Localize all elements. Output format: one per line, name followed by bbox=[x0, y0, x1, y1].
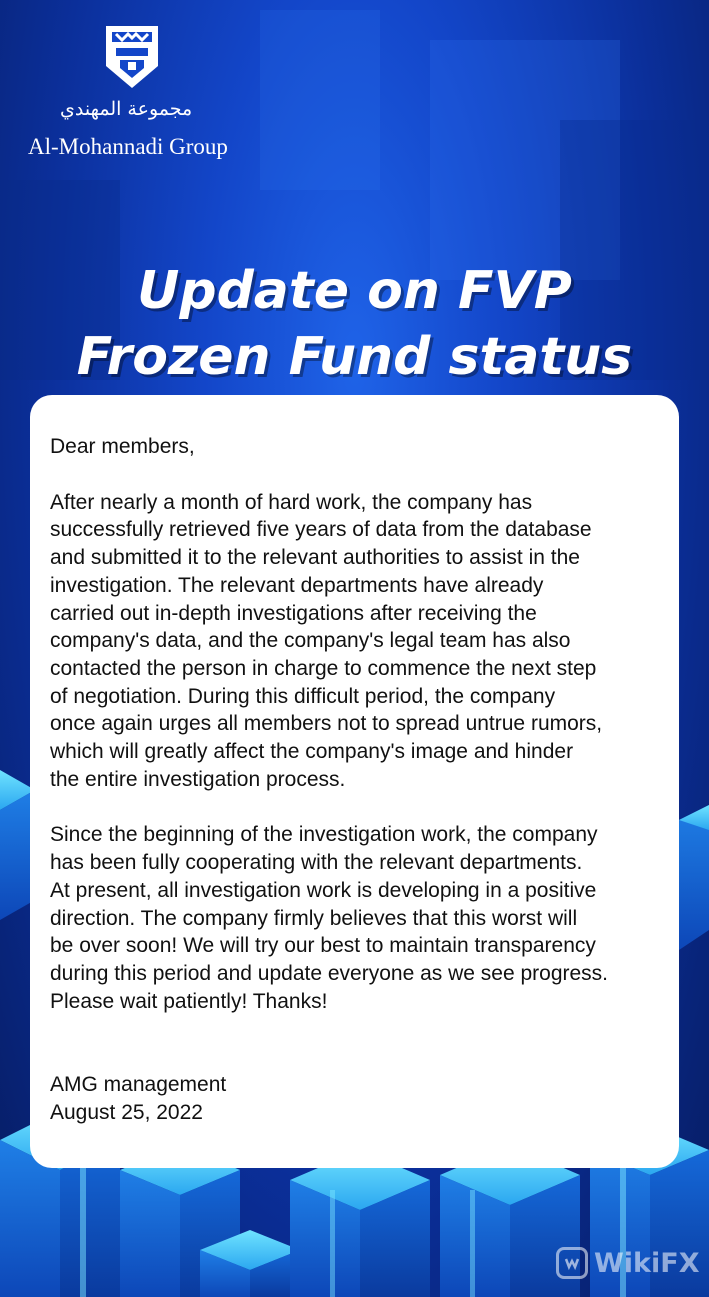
paragraph-1-line: successfully retrieved five years of data from the database bbox=[50, 518, 592, 542]
letter-signature: AMG management bbox=[50, 1073, 227, 1097]
letter-date: August 25, 2022 bbox=[50, 1101, 203, 1125]
watermark-text: WikiFX bbox=[594, 1247, 700, 1279]
paragraph-1-line: the entire investigation process. bbox=[50, 767, 346, 791]
paragraph-1-line: After nearly a month of hard work, the company has bbox=[50, 490, 533, 514]
letter-paragraph-2 bbox=[50, 821, 659, 1015]
paragraph-1-line: which will greatly affect the company's image and hinder bbox=[50, 740, 574, 764]
headline-line-1: Update on FVP bbox=[137, 261, 572, 321]
paragraph-2-line: during this period and update everyone as we see progress. bbox=[50, 961, 609, 985]
paragraph-2-line: direction. The company firmly believes that this worst will bbox=[50, 906, 578, 930]
paragraph-1-line: company's data, and the company's legal team has also bbox=[50, 629, 571, 653]
paragraph-2-line: Since the beginning of the investigation work, the company bbox=[50, 823, 598, 847]
paragraph-2-line: has been fully cooperating with the relevant departments. bbox=[50, 851, 583, 875]
letter-card bbox=[30, 395, 679, 1168]
paragraph-1-line: investigation. The relevant departments have already bbox=[50, 573, 544, 597]
logo-company-name: Al-Mohannadi Group bbox=[28, 134, 228, 159]
paragraph-1-line: once again urges all members not to spread untrue rumors, bbox=[50, 712, 603, 736]
paragraph-1-line: of negotiation. During this difficult period, the company bbox=[50, 684, 556, 708]
headline-line-2: Frozen Fund status bbox=[76, 327, 633, 387]
wikifx-logo-icon bbox=[556, 1247, 588, 1279]
wikifx-watermark bbox=[556, 1245, 700, 1281]
letter-paragraph-1 bbox=[50, 489, 659, 794]
paragraph-2-line: Please wait patiently! Thanks! bbox=[50, 989, 328, 1013]
paragraph-2-line: At present, all investigation work is developing in a positive bbox=[50, 878, 597, 902]
paragraph-1-line: carried out in-depth investigations after receiving the bbox=[50, 601, 537, 625]
amg-shield-icon bbox=[102, 22, 162, 92]
paragraph-2-line: be over soon! We will try our best to maintain transparency bbox=[50, 934, 596, 958]
paragraph-1-line: contacted the person in charge to commence the next step bbox=[50, 656, 597, 680]
headline bbox=[0, 258, 709, 390]
letter-greeting: Dear members, bbox=[50, 435, 195, 458]
logo-arabic-text: مجموعة المهندي bbox=[60, 98, 193, 120]
company-logo bbox=[28, 22, 238, 172]
paragraph-1-line: and submitted it to the relevant authorities to assist in the bbox=[50, 546, 580, 570]
